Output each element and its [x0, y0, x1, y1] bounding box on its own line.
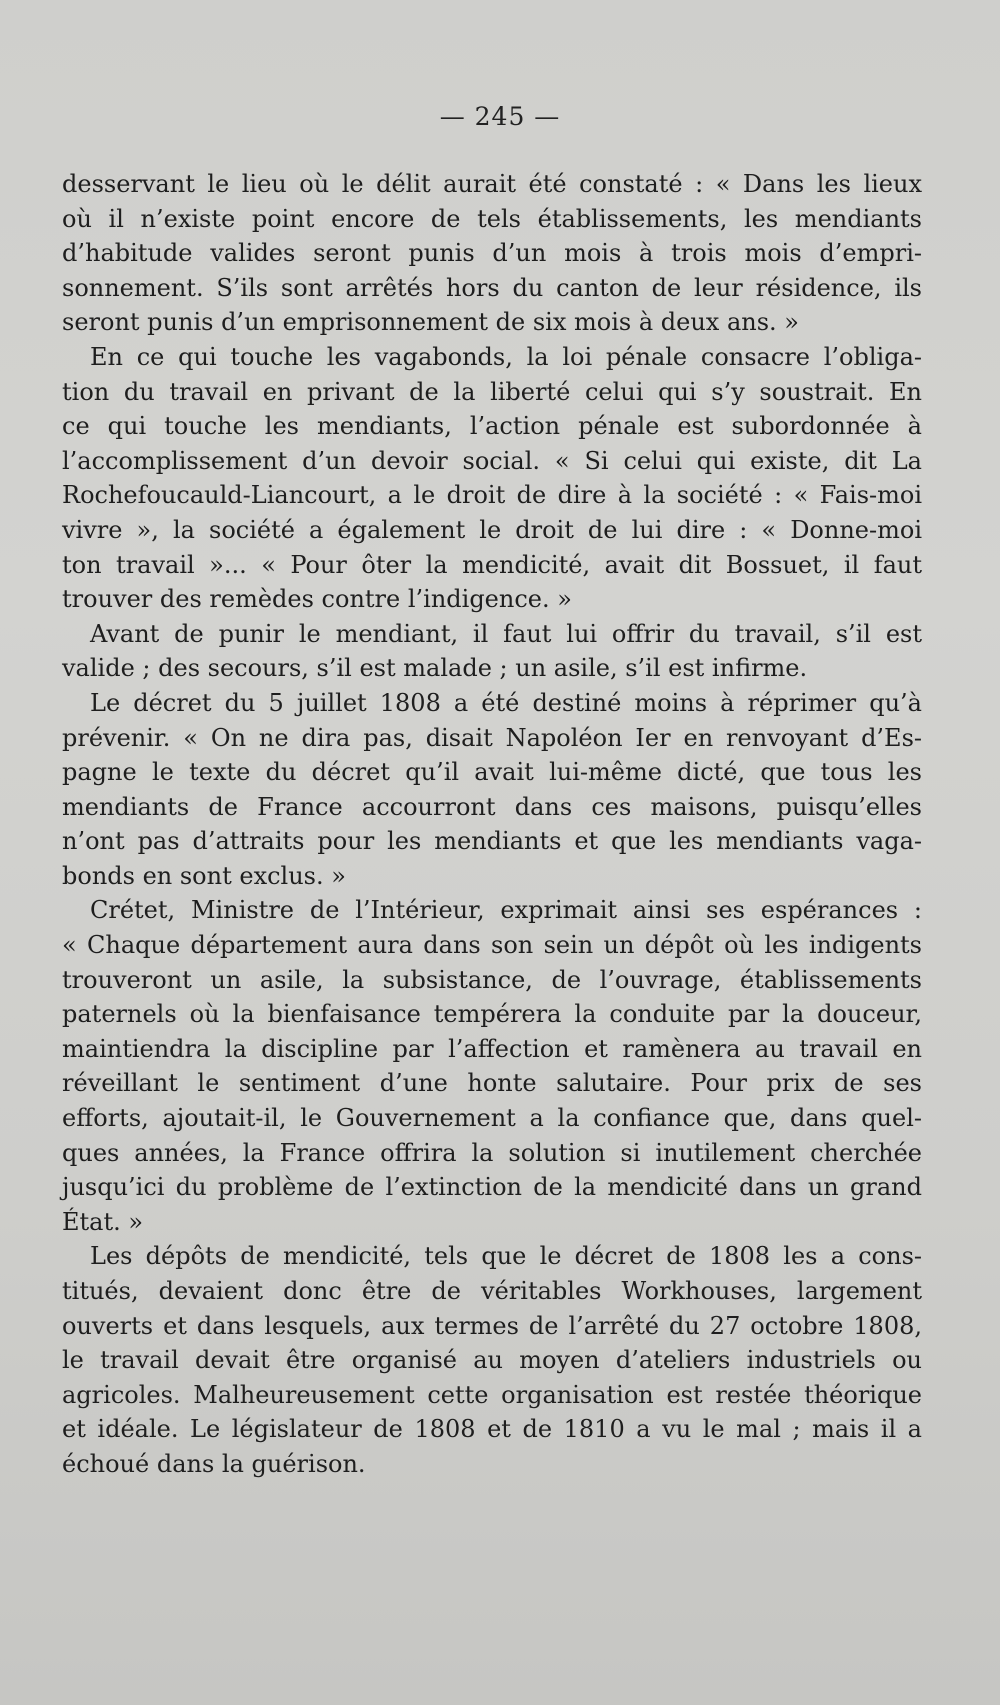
text-line: où il n’existe point encore de tels établissements, les mendiants	[62, 204, 922, 233]
text-line: « Chaque département aura dans son sein un dépôt où les indigents	[62, 931, 922, 960]
text-line: vivre », la société a également le droit de lui dire : « Donne-moi	[62, 515, 922, 544]
text-line: d’habitude valides seront punis d’un mois à trois mois d’empri-	[62, 239, 922, 268]
text-line: Crétet, Ministre de l’Intérieur, exprimait ainsi ses espérances :	[90, 896, 922, 925]
body-text	[62, 167, 922, 1482]
text-line: Avant de punir le mendiant, il faut lui offrir du travail, s’il est	[90, 619, 922, 648]
text-line: paternels où la bienfaisance tempérera la conduite par la douceur,	[62, 1000, 922, 1029]
text-line: tion du travail en privant de la liberté celui qui s’y soustrait. En	[62, 377, 922, 406]
text-line: trouveront un asile, la subsistance, de l’ouvrage, établissements	[62, 965, 922, 994]
text-line: efforts, ajoutait-il, le Gouvernement a la confiance que, dans quel-	[62, 1104, 922, 1133]
text-line: réveillant le sentiment d’une honte salutaire. Pour prix de ses	[62, 1069, 922, 1098]
text-line: État. »	[62, 1207, 144, 1236]
text-line: mendiants de France accourront dans ces maisons, puisqu’elles	[62, 792, 922, 821]
text-line: seront punis d’un emprisonnement de six mois à deux ans. »	[62, 308, 799, 337]
text-line: valide ; des secours, s’il est malade ; un asile, s’il est infirme.	[62, 654, 808, 683]
text-line: ouverts et dans lesquels, aux termes de l’arrêté du 27 octobre 1808,	[62, 1311, 922, 1340]
text-line: n’ont pas d’attraits pour les mendiants et que les mendiants vaga-	[62, 827, 922, 856]
text-line: le travail devait être organisé au moyen d’ateliers industriels ou	[62, 1346, 922, 1375]
text-line: et idéale. Le législateur de 1808 et de 1810 a vu le mal ; mais il a	[62, 1415, 922, 1444]
text-line: l’accomplissement d’un devoir social. « Si celui qui existe, dit La	[62, 446, 922, 475]
text-line: Le décret du 5 juillet 1808 a été destiné moins à réprimer qu’à	[90, 688, 922, 717]
text-line: desservant le lieu où le délit aurait été constaté : « Dans les lieux	[62, 170, 922, 198]
text-line: pagne le texte du décret qu’il avait lui-même dicté, que tous les	[62, 758, 922, 787]
text-line: Les dépôts de mendicité, tels que le décret de 1808 les a cons-	[90, 1242, 922, 1271]
text-line: jusqu’ici du problème de l’extinction de la mendicité dans un grand	[62, 1173, 922, 1202]
text-line: agricoles. Malheureusement cette organisation est restée théorique	[62, 1380, 922, 1409]
text-line: prévenir. « On ne dira pas, disait Napoléon Ier en renvoyant d’Es-	[62, 723, 922, 752]
text-line: ce qui touche les mendiants, l’action pénale est subordonnée à	[62, 412, 922, 441]
text-line: trouver des remèdes contre l’indigence. »	[62, 585, 572, 614]
text-line: ques années, la France offrira la solution si inutilement cherchée	[62, 1138, 922, 1167]
text-line: sonnement. S’ils sont arrêtés hors du canton de leur résidence, ils	[62, 273, 922, 302]
text-line: Rochefoucauld-Liancourt, a le droit de dire à la société : « Fais-moi	[62, 481, 922, 510]
text-line: ton travail »... « Pour ôter la mendicité, avait dit Bossuet, il faut	[62, 550, 922, 579]
text-line: En ce qui touche les vagabonds, la loi pénale consacre l’obliga-	[90, 342, 922, 371]
page-number: — 245 —	[439, 102, 561, 131]
text-line: échoué dans la guérison.	[62, 1449, 366, 1478]
text-line: titués, devaient donc être de véritables Workhouses, largement	[62, 1277, 922, 1305]
text-line: maintiendra la discipline par l’affection et ramènera au travail en	[62, 1034, 922, 1063]
text-line: bonds en sont exclus. »	[62, 861, 346, 890]
